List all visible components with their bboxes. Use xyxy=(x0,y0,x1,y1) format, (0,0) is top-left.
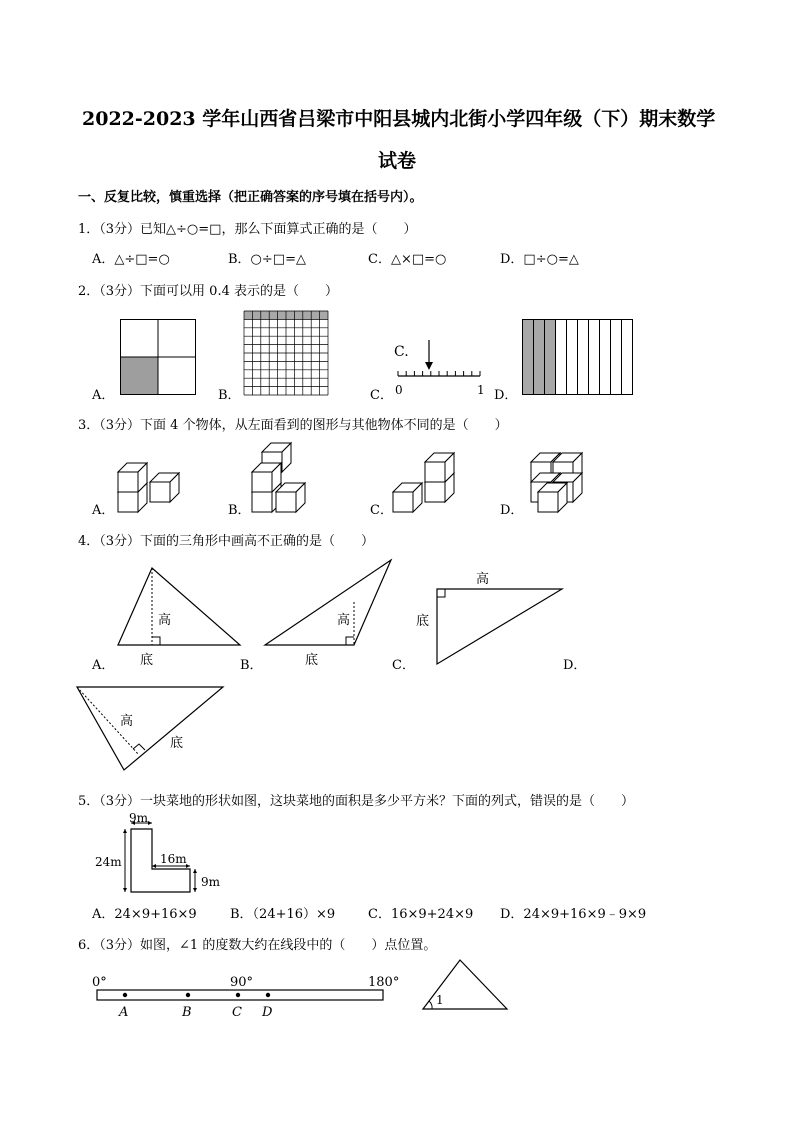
q5-option-b: B．（24+16）×9 xyxy=(230,907,336,922)
q4-label-d: D． xyxy=(563,658,587,673)
q2-c-text: C. xyxy=(394,344,409,360)
question-2-stem: 2．（3分）下面可以用 0.4 表示的是（ ） xyxy=(78,284,338,299)
q6-degree-180: 180° xyxy=(368,975,400,990)
q5-option-d: D．24×9+16×9﹣9×9 xyxy=(500,907,647,922)
question-4-stem: 4．（3分）下面的三角形中画高不正确的是（ ） xyxy=(78,534,375,549)
q3-label-d: D． xyxy=(500,503,524,518)
q2-label-a: A． xyxy=(92,388,115,403)
q1-option-d: D．□÷○=△ xyxy=(500,252,579,267)
q3-label-b: B． xyxy=(228,503,251,518)
section-heading: 一、反复比较，慎重选择（把正确答案的序号填在括号内）。 xyxy=(78,190,423,205)
q6-point-a-dot xyxy=(123,993,127,997)
q5-dim-left: 24m xyxy=(95,855,122,869)
q6-degree-0: 0° xyxy=(92,975,107,990)
q5-dim-right: 9m xyxy=(201,875,221,889)
q2-label-c: C． xyxy=(370,388,393,403)
q2-ruler-start: 0 xyxy=(395,383,403,397)
question-1-stem: 1．（3分）已知△÷○=□，那么下面算式正确的是（ ） xyxy=(78,222,417,237)
q1-option-b: B．○÷□=△ xyxy=(228,252,306,267)
q1-option-c: C．△×□=○ xyxy=(368,252,447,267)
q5-option-a: A．24×9+16×9 xyxy=(92,907,197,922)
q4c-height-label: 高 xyxy=(476,572,490,587)
question-5-stem: 5．（3分）一块菜地的形状如图，这块菜地的面积是多少平方米？下面的列式，错误的是（ ） xyxy=(78,794,635,809)
q2-ruler-end: 1 xyxy=(477,383,485,397)
q6-point-a: A xyxy=(119,1005,129,1020)
question-3-stem: 3．（3分）下面 4 个物体，从左面看到的图形与其他物体不同的是（ ） xyxy=(78,418,508,433)
q6-point-b-dot xyxy=(186,993,190,997)
q4b-height-label: 高 xyxy=(337,613,351,628)
q6-angle-label: 1 xyxy=(436,993,444,1007)
q3-label-c: C． xyxy=(370,503,393,518)
q5-dim-top: 9m xyxy=(129,811,149,825)
q6-point-b: B xyxy=(182,1005,192,1020)
q4d-base-label: 底 xyxy=(170,736,184,751)
q6-degree-90: 90° xyxy=(230,975,254,990)
q6-point-d-dot xyxy=(266,993,270,997)
q4a-height-label: 高 xyxy=(158,613,172,628)
q3-label-a: A． xyxy=(92,503,115,518)
q5-option-c: C．16×9+24×9 xyxy=(368,907,474,922)
q6-point-d: D xyxy=(262,1005,273,1020)
q6-point-c: C xyxy=(232,1005,242,1020)
page-title-line1: 2022-2023 学年山西省吕梁市中阳县城内北街小学四年级（下）期末数学 xyxy=(82,108,716,130)
q4-label-a: A． xyxy=(92,658,115,673)
q2-label-d: D． xyxy=(494,388,518,403)
q4-label-b: B． xyxy=(240,658,263,673)
q4b-base-label: 底 xyxy=(305,653,319,668)
question-6-stem: 6．（3分）如图，∠1 的度数大约在线段中的（ ）点位置。 xyxy=(78,938,437,953)
q2-label-b: B． xyxy=(218,388,241,403)
q4-label-c: C． xyxy=(392,658,415,673)
q5-dim-middle: 16m xyxy=(160,852,187,866)
q6-angle-arc xyxy=(429,1001,432,1009)
q4a-base-label: 底 xyxy=(140,653,154,668)
q4d-height-label: 高 xyxy=(120,714,134,729)
q4c-base-label: 底 xyxy=(416,614,430,629)
q1-option-a: A．△÷□=○ xyxy=(92,252,170,267)
page-title-line2: 试卷 xyxy=(378,150,417,172)
q6-point-c-dot xyxy=(236,993,240,997)
